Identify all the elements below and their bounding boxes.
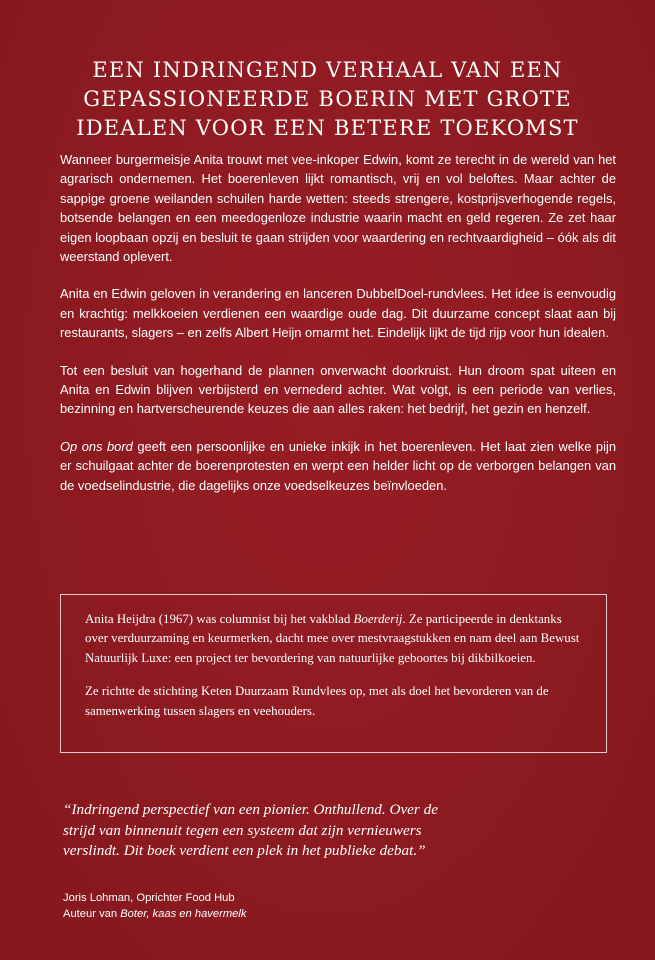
author-bio-box <box>60 594 607 753</box>
blurb-paragraph-4-text: geeft een persoonlijke en unieke inkijk in het boerenleven. Het laat zien welke pijn er schuilgaat achter de boerenprotesten en werpt een helder licht op de verborgen belangen van de voedselindustrie, die dagelijks onze voedselkeuzes beïnvloeden. <box>60 438 616 493</box>
endorsement-quote: “Indringend perspectief van een pionier. Onthullend. Over de strijd van binnenuit tegen een systeem dat zijn vernieuwers verslindt. Dit boek verdient een plek in het publieke debat.” <box>63 801 438 859</box>
blurb-paragraph-3: Tot een besluit van hogerhand de plannen onverwacht doorkruist. Hun droom spat uiteen en Anita en Edwin blijven verbijsterd en vernederd achter. Wat volgt, is een periode van verlies, bezinning en hartverscheurende keuzes die aan alles raken: het bedrijf, het gezin en henzelf. <box>60 362 616 417</box>
author-bio-rest: . Ze participeerde in denktanks over verduurzaming en keurmerken, dacht mee over mestvraagstukken en nam deel aan Bewust Natuurlijk Luxe: een project ter bevordering van natuurlijke geboortes bij dikbilkoeien. <box>85 612 580 665</box>
author-bio-paragraph-1 <box>85 610 582 668</box>
blurb-paragraph-2: Anita en Edwin geloven in verandering en lanceren DubbelDoel-rundvlees. Het idee is eenvoudig en krachtig: melkkoeien verdienen een waardige oude dag. Dit duurzame concept slaat aan bij restaurants, slagers – en zelfs Albert Heijn omarmt het. Eindelijk lijkt de tijd rijp voor hun idealen. <box>60 286 616 341</box>
author-bio-paragraph-2: Ze richtte de stichting Keten Duurzaam Rundvlees op, met als doel het bevorderen van de samenwerking tussen slagers en veehouders. <box>85 684 549 718</box>
blurb <box>60 150 616 513</box>
endorser-role <box>63 906 463 922</box>
endorsement-credit <box>63 890 463 922</box>
headline <box>40 56 615 143</box>
endorser-role-prefix: Auteur van <box>63 908 121 920</box>
magazine-title: Boerderij <box>353 612 403 626</box>
endorser-name: Joris Lohman, Oprichter Food Hub <box>63 892 235 904</box>
headline-line-2: GEPASSIONEERDE BOERIN MET GROTE <box>83 87 572 111</box>
headline-line-1: EEN INDRINGEND VERHAAL VAN EEN <box>92 58 563 82</box>
blurb-paragraph-4 <box>60 437 616 495</box>
book-title: Op ons bord <box>60 438 133 454</box>
headline-line-3: IDEALEN VOOR EEN BETERE TOEKOMST <box>76 116 579 140</box>
blurb-paragraph-1: Wanneer burgermeisje Anita trouwt met vee-inkoper Edwin, komt ze terecht in de wereld van het agrarisch ondernemen. Het boerenleven lijkt romantisch, vrij en vol beloftes. Maar achter de sappige groene weilanden schuilen harde wetten: steeds strengere, kostprijsverhogende regels, botsende belangen en een meedogenloze industrie waarin macht en geld regeren. Ze zet haar eigen loopbaan opzij en besluit te gaan strijden voor waardering en rechtvaardigheid – óók als dit weerstand oplevert. <box>60 152 616 265</box>
endorser-book-title: Boter, kaas en havermelk <box>120 908 247 920</box>
author-bio-intro: Anita Heijdra (1967) was columnist bij het vakblad <box>85 612 354 626</box>
